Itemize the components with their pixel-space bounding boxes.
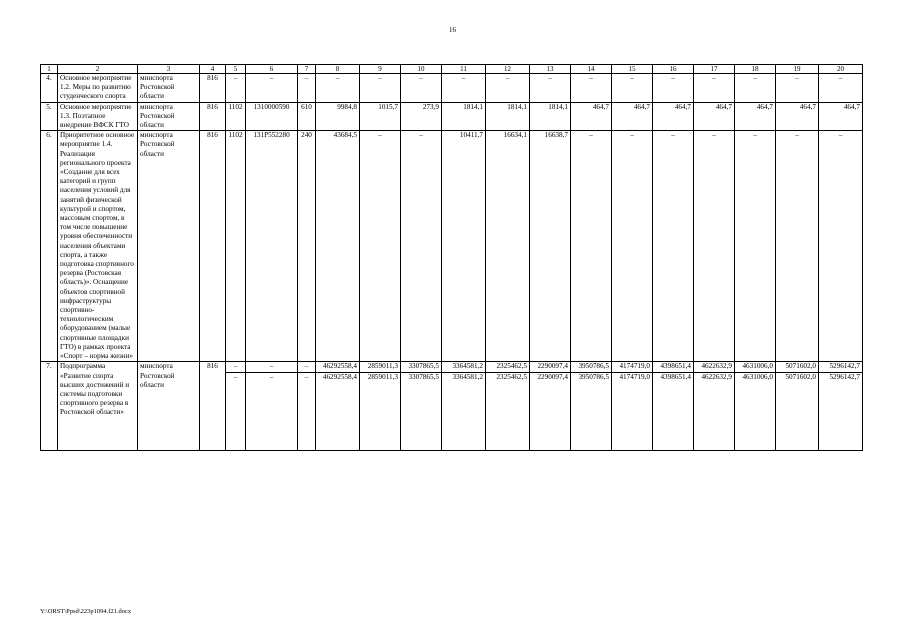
value-cell: 464,7 <box>776 102 819 131</box>
value-cell: – <box>819 74 863 103</box>
value-cell: 4174719,0 <box>612 362 653 372</box>
value-cell: – <box>735 74 776 103</box>
executor: минспорта Ростовской области <box>138 131 200 362</box>
col-header: 12 <box>486 65 530 74</box>
header-row <box>41 65 863 74</box>
rz-code: – <box>226 362 246 372</box>
col-header: 14 <box>571 65 612 74</box>
row-number: 4. <box>41 74 58 103</box>
value-cell: – <box>735 131 776 362</box>
value-cell: 3950786,5 <box>571 372 612 450</box>
col-header: 17 <box>694 65 735 74</box>
value-cell: 1814,1 <box>530 102 571 131</box>
col-header: 13 <box>530 65 571 74</box>
value-cell: 5296142,7 <box>819 372 863 450</box>
col-header: 5 <box>226 65 246 74</box>
value-cell: – <box>694 74 735 103</box>
col-header: 7 <box>298 65 316 74</box>
csr-code: – <box>246 372 298 450</box>
value-cell: 3950786,5 <box>571 362 612 372</box>
value-cell: – <box>776 131 819 362</box>
value-cell: 43684,5 <box>316 131 360 362</box>
vr-code: – <box>298 362 316 372</box>
value-cell: 3307865,5 <box>401 362 442 372</box>
value-cell: – <box>571 131 612 362</box>
csr-code: 1310000590 <box>246 102 298 131</box>
col-header: 9 <box>360 65 401 74</box>
value-cell: – <box>612 74 653 103</box>
col-header: 6 <box>246 65 298 74</box>
value-cell: – <box>360 131 401 362</box>
value-cell: 4398651,4 <box>653 372 694 450</box>
value-cell: 2325462,5 <box>486 362 530 372</box>
vr-code: – <box>298 372 316 450</box>
csr-code: – <box>246 74 298 103</box>
value-cell: 1814,1 <box>442 102 486 131</box>
value-cell: 4622632,9 <box>694 362 735 372</box>
table-row <box>41 131 863 362</box>
value-cell: 2859011,3 <box>360 362 401 372</box>
value-cell: 464,7 <box>735 102 776 131</box>
rz-code: 1102 <box>226 131 246 362</box>
rz-code: – <box>226 372 246 450</box>
value-cell: 2859011,3 <box>360 372 401 450</box>
value-cell: – <box>694 131 735 362</box>
executor: минспорта Ростовской области <box>138 362 200 450</box>
measure-name: Основное мероприятие 1.3. Поэтапное внедрение ВФСК ГТО <box>58 102 138 131</box>
rz-code: 1102 <box>226 102 246 131</box>
value-cell: – <box>653 131 694 362</box>
program-table <box>40 64 863 451</box>
value-cell: – <box>530 74 571 103</box>
value-cell: 9984,8 <box>316 102 360 131</box>
executor: минспорта Ростовской области <box>138 74 200 103</box>
value-cell: 2290097,4 <box>530 362 571 372</box>
value-cell: – <box>486 74 530 103</box>
value-cell: 2290097,4 <box>530 372 571 450</box>
col-header: 2 <box>58 65 138 74</box>
col-header: 10 <box>401 65 442 74</box>
col-header: 4 <box>200 65 226 74</box>
value-cell: 464,7 <box>819 102 863 131</box>
row-number: 5. <box>41 102 58 131</box>
page-number: 16 <box>449 26 456 34</box>
value-cell: 464,7 <box>694 102 735 131</box>
rz-code: – <box>226 74 246 103</box>
col-header: 11 <box>442 65 486 74</box>
value-cell: – <box>360 74 401 103</box>
value-cell: – <box>571 74 612 103</box>
value-cell: 4631006,0 <box>735 362 776 372</box>
grbs-code: 816 <box>200 362 226 450</box>
measure-name: Подпрограмма «Развитие спорта высших достижений и системы подготовки спортивного резерва в Ростовской области» <box>58 362 138 450</box>
value-cell: 1015,7 <box>360 102 401 131</box>
value-cell: – <box>316 74 360 103</box>
col-header: 18 <box>735 65 776 74</box>
value-cell: 2325462,5 <box>486 372 530 450</box>
value-cell: 464,7 <box>571 102 612 131</box>
value-cell: – <box>776 74 819 103</box>
file-path-footer: Y:\ORST\Ppsd\223p1094.f21.docx <box>40 608 132 615</box>
grbs-code: 816 <box>200 74 226 103</box>
table-row <box>41 102 863 131</box>
csr-code: – <box>246 362 298 372</box>
value-cell: – <box>819 131 863 362</box>
value-cell: – <box>653 74 694 103</box>
value-cell: – <box>401 131 442 362</box>
value-cell: 4174719,0 <box>612 372 653 450</box>
value-cell: 16638,7 <box>530 131 571 362</box>
col-header: 8 <box>316 65 360 74</box>
value-cell: 3364581,2 <box>442 372 486 450</box>
col-header: 20 <box>819 65 863 74</box>
value-cell: 10411,7 <box>442 131 486 362</box>
vr-code: 240 <box>298 131 316 362</box>
grbs-code: 816 <box>200 102 226 131</box>
value-cell: 5296142,7 <box>819 362 863 372</box>
value-cell: 5071602,0 <box>776 362 819 372</box>
value-cell: 3307865,5 <box>401 372 442 450</box>
value-cell: 4622632,9 <box>694 372 735 450</box>
row-number: 7. <box>41 362 58 450</box>
value-cell: 46292558,4 <box>316 362 360 372</box>
value-cell: 16634,1 <box>486 131 530 362</box>
value-cell: 4398651,4 <box>653 362 694 372</box>
value-cell: 273,9 <box>401 102 442 131</box>
measure-name: Приоритетное основное мероприятие 1.4. Реализация регионального проекта «Создание для всех категорий и групп населения условий для занятий физической культурой и спортом, массовым спортом, в том числе повышение уровня обеспеченности населения объектами спорта, а также подготовка спортивного резерва (Ростовская область)». Оснащение объектов спортивной инфраструктуры спортивно-технологическим оборудованием (малые спортивные площадки ГТО) в рамках проекта «Спорт – норма жизни» <box>58 131 138 362</box>
vr-code: 610 <box>298 102 316 131</box>
value-cell: 3364581,2 <box>442 362 486 372</box>
col-header: 15 <box>612 65 653 74</box>
executor: минспорта Ростовской области <box>138 102 200 131</box>
vr-code: – <box>298 74 316 103</box>
row-number: 6. <box>41 131 58 362</box>
table-row <box>41 362 863 372</box>
csr-code: 131P552280 <box>246 131 298 362</box>
value-cell: 4631006,0 <box>735 372 776 450</box>
measure-name: Основное мероприятие 1.2. Меры по развитию студенческого спорта <box>58 74 138 103</box>
col-header: 16 <box>653 65 694 74</box>
col-header: 3 <box>138 65 200 74</box>
value-cell: 5071602,0 <box>776 372 819 450</box>
value-cell: 464,7 <box>612 102 653 131</box>
col-header: 1 <box>41 65 58 74</box>
col-header: 19 <box>776 65 819 74</box>
value-cell: 464,7 <box>653 102 694 131</box>
value-cell: 46292558,4 <box>316 372 360 450</box>
table-row <box>41 74 863 103</box>
value-cell: – <box>401 74 442 103</box>
value-cell: – <box>442 74 486 103</box>
grbs-code: 816 <box>200 131 226 362</box>
value-cell: 1814,1 <box>486 102 530 131</box>
value-cell: – <box>612 131 653 362</box>
